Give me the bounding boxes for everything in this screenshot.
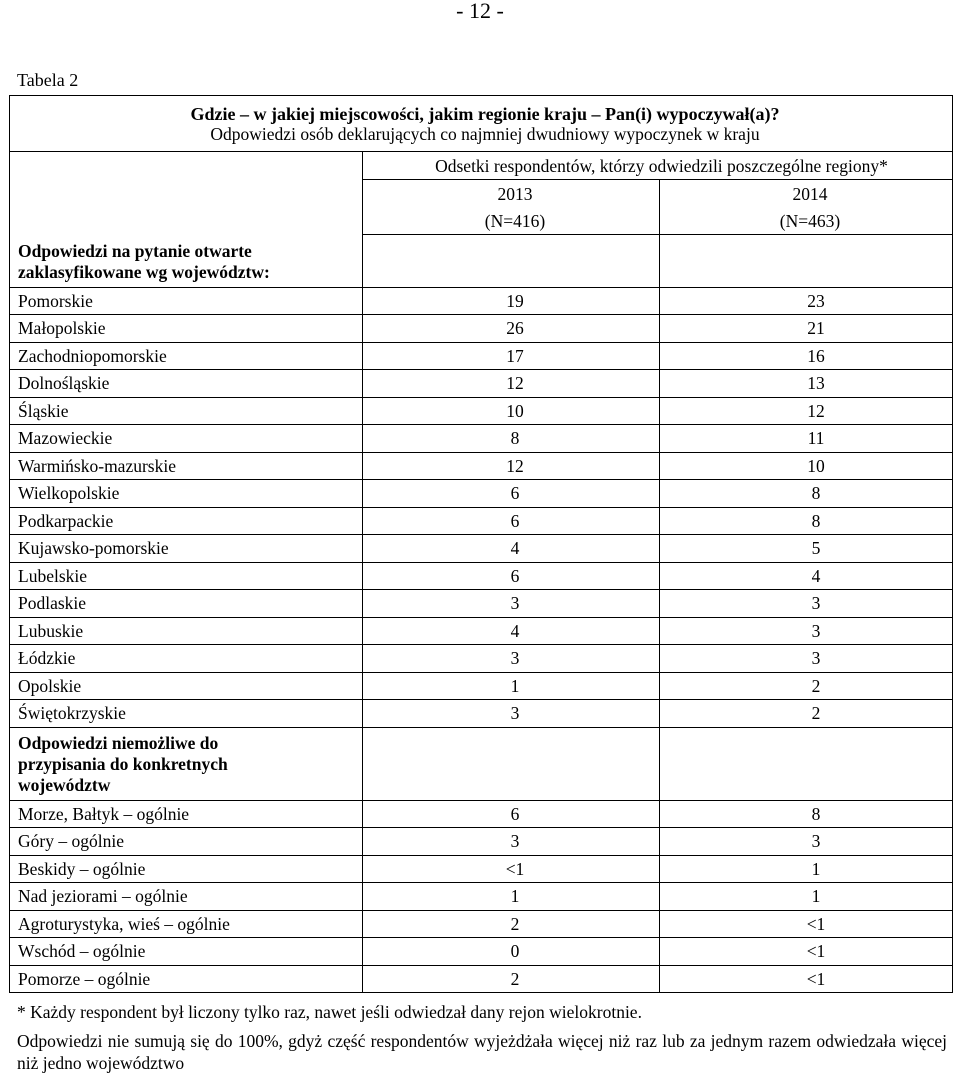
section-heading-row — [10, 727, 953, 800]
value-2013: 6 — [363, 507, 660, 535]
region-label: Śląskie — [10, 397, 363, 425]
table-row — [10, 855, 953, 883]
header-year-2014: 2014 — [660, 180, 953, 208]
region-label: Warmińsko-mazurskie — [10, 452, 363, 480]
region-label: Wielkopolskie — [10, 480, 363, 508]
value-2014: 3 — [660, 645, 953, 673]
region-label: Kujawsko-pomorskie — [10, 535, 363, 563]
region-label: Agroturystyka, wieś – ogólnie — [10, 910, 363, 938]
header-group-row — [10, 152, 953, 180]
value-2013: 8 — [363, 425, 660, 453]
value-2013: 6 — [363, 480, 660, 508]
header-group-label: Odsetki respondentów, którzy odwiedzili poszczególne regiony* — [363, 152, 953, 180]
table-row — [10, 535, 953, 563]
table-row — [10, 452, 953, 480]
value-2013: 12 — [363, 452, 660, 480]
value-2013: 1 — [363, 672, 660, 700]
value-2014: 8 — [660, 800, 953, 828]
value-2014: 5 — [660, 535, 953, 563]
region-label: Łódzkie — [10, 645, 363, 673]
value-2013: 17 — [363, 342, 660, 370]
value-2014: 8 — [660, 480, 953, 508]
table-row — [10, 480, 953, 508]
value-2014: 2 — [660, 672, 953, 700]
region-label: Góry – ogólnie — [10, 828, 363, 856]
table-row — [10, 938, 953, 966]
value-2013: 6 — [363, 800, 660, 828]
value-2013: 4 — [363, 617, 660, 645]
value-2014: 3 — [660, 617, 953, 645]
footnote-note: Odpowiedzi nie sumują się do 100%, gdyż część respondentów wyjeżdżała więcej niż raz lub za jednym razem odwiedzała więcej niż jedno województwo — [17, 1031, 947, 1073]
region-label: Morze, Bałtyk – ogólnie — [10, 800, 363, 828]
section-heading: Odpowiedzi na pytanie otwarte zaklasyfikowane wg województw: — [10, 235, 363, 288]
value-2013: 3 — [363, 645, 660, 673]
region-label: Lubelskie — [10, 562, 363, 590]
value-2013: 3 — [363, 700, 660, 728]
region-label: Lubuskie — [10, 617, 363, 645]
table-row — [10, 342, 953, 370]
value-2013: <1 — [363, 855, 660, 883]
value-2014: 13 — [660, 370, 953, 398]
value-2014: 11 — [660, 425, 953, 453]
table-row — [10, 672, 953, 700]
table-row — [10, 828, 953, 856]
value-2014: 3 — [660, 828, 953, 856]
table-row — [10, 617, 953, 645]
region-label: Dolnośląskie — [10, 370, 363, 398]
section-empty-cell — [363, 727, 660, 800]
header-n-2013: (N=416) — [363, 207, 660, 235]
value-2014: 10 — [660, 452, 953, 480]
value-2013: 4 — [363, 535, 660, 563]
value-2013: 3 — [363, 828, 660, 856]
value-2013: 2 — [363, 965, 660, 993]
value-2013: 3 — [363, 590, 660, 618]
table-row — [10, 562, 953, 590]
section-empty-cell — [660, 235, 953, 288]
results-table — [9, 95, 953, 993]
table-row — [10, 700, 953, 728]
value-2014: <1 — [660, 910, 953, 938]
region-label: Mazowieckie — [10, 425, 363, 453]
region-label: Podlaskie — [10, 590, 363, 618]
table-row — [10, 397, 953, 425]
region-label: Nad jeziorami – ogólnie — [10, 883, 363, 911]
table-row — [10, 287, 953, 315]
value-2013: 10 — [363, 397, 660, 425]
footnote-asterisk: * Każdy respondent był liczony tylko raz, nawet jeśli odwiedzał dany rejon wielokrotnie. — [17, 1002, 642, 1022]
table-row — [10, 883, 953, 911]
value-2013: 0 — [363, 938, 660, 966]
value-2014: 8 — [660, 507, 953, 535]
table-subtitle: Odpowiedzi osób deklarujących co najmniej dwudniowy wypoczynek w kraju — [210, 123, 760, 144]
table-caption: Tabela 2 — [17, 70, 79, 90]
value-2013: 2 — [363, 910, 660, 938]
value-2014: 1 — [660, 855, 953, 883]
value-2013: 26 — [363, 315, 660, 343]
region-label: Pomorskie — [10, 287, 363, 315]
value-2014: 4 — [660, 562, 953, 590]
region-label: Beskidy – ogólnie — [10, 855, 363, 883]
header-empty-cell — [10, 152, 363, 235]
section-heading: Odpowiedzi niemożliwe do przypisania do konkretnych województw — [10, 727, 363, 800]
region-label: Zachodniopomorskie — [10, 342, 363, 370]
value-2014: <1 — [660, 938, 953, 966]
region-label: Opolskie — [10, 672, 363, 700]
table-question: Gdzie – w jakiej miejscowości, jakim regionie kraju – Pan(i) wypoczywał(a)? — [190, 103, 780, 124]
page-number: - 12 - — [456, 0, 504, 23]
table-row — [10, 425, 953, 453]
table-row — [10, 800, 953, 828]
table-row — [10, 965, 953, 993]
region-label: Pomorze – ogólnie — [10, 965, 363, 993]
table-row — [10, 645, 953, 673]
table-row — [10, 910, 953, 938]
value-2013: 12 — [363, 370, 660, 398]
header-n-2014: (N=463) — [660, 207, 953, 235]
table-row — [10, 507, 953, 535]
section-heading-row — [10, 235, 953, 288]
section-empty-cell — [363, 235, 660, 288]
value-2013: 6 — [363, 562, 660, 590]
value-2014: 16 — [660, 342, 953, 370]
value-2013: 19 — [363, 287, 660, 315]
value-2014: 3 — [660, 590, 953, 618]
section-empty-cell — [660, 727, 953, 800]
table-row — [10, 370, 953, 398]
value-2014: 1 — [660, 883, 953, 911]
value-2014: <1 — [660, 965, 953, 993]
table-title-row — [10, 96, 953, 152]
region-label: Świętokrzyskie — [10, 700, 363, 728]
table-row — [10, 590, 953, 618]
table-row — [10, 315, 953, 343]
value-2014: 2 — [660, 700, 953, 728]
value-2014: 21 — [660, 315, 953, 343]
region-label: Wschód – ogólnie — [10, 938, 363, 966]
region-label: Małopolskie — [10, 315, 363, 343]
value-2014: 12 — [660, 397, 953, 425]
region-label: Podkarpackie — [10, 507, 363, 535]
value-2014: 23 — [660, 287, 953, 315]
header-year-2013: 2013 — [363, 180, 660, 208]
value-2013: 1 — [363, 883, 660, 911]
